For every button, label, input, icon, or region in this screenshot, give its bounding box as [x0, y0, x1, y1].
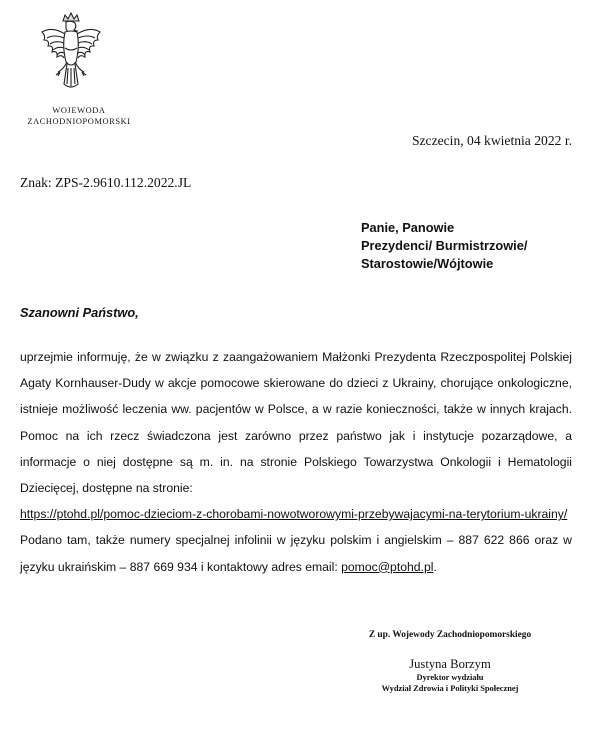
recipient-line-2: Prezydenci/ Burmistrzowie/ — [361, 238, 528, 253]
recipient-line-1: Panie, Panowie — [361, 220, 455, 235]
eagle-emblem-icon — [38, 12, 104, 102]
date-line: Szczecin, 04 kwietnia 2022 r. — [411, 133, 572, 148]
body-paragraph-2 — [20, 527, 572, 579]
reference-number: Znak: ZPS-2.9610.112.2022.JL — [20, 175, 192, 190]
signatory-name: Justyna Borzym — [409, 657, 491, 671]
signatory-title: Dyrektor wydziału — [416, 673, 484, 682]
organization-name — [14, 105, 144, 127]
email-link[interactable]: pomoc@ptohd.pl — [341, 559, 434, 574]
ptohd-link[interactable]: https://ptohd.pl/pomoc-dzieciom-z-chorobami-nowotworowymi-przebywajacymi-na-terytorium-ukrainy/ — [20, 507, 568, 522]
signatory-department: Wydział Zdrowia i Polityki Społecznej — [381, 684, 519, 693]
signature-on-behalf: Z up. Wojewody Zachodniopomorskiego — [368, 630, 532, 640]
recipient-line-3: Starostowie/Wójtowie — [361, 256, 494, 271]
recipients-block — [361, 219, 591, 273]
body-paragraph-2-end: . — [433, 559, 437, 574]
org-line-1: WOJEWODA — [52, 106, 106, 115]
body-paragraph-2-text: Podano tam, także numery specjalnej infolinii w języku polskim i angielskim – 887 622 866 oraz w języku ukraińskim – 887 669 934 i kontaktowy adres email: — [20, 533, 572, 574]
org-line-2: ZACHODNIOPOMORSKI — [27, 117, 131, 126]
salutation: Szanowni Państwo, — [20, 305, 139, 320]
body-paragraph-1: uprzejmie informuję, że w związku z zaangażowaniem Małżonki Prezydenta Rzeczpospolitej Polskiej Agaty Kornhauser-Dudy w akcje pomocowe skierowane do dzieci z Ukrainy, chorujące onkologiczne, istnieje możliwość leczenia ww. pacjentów w Polsce, a w razie konieczności, także w innych krajach. Pomoc na ich rzecz świadczona jest zarówno przez państwo jak i instytucje pozarządowe, a informacje o niej dostępne są m. in. na stronie Polskiego Towarzystwa Onkologii i Hematologii Dziecięcej, dostępne na stronie: — [20, 350, 572, 496]
signature-block — [330, 630, 570, 694]
letter-body — [20, 344, 572, 580]
